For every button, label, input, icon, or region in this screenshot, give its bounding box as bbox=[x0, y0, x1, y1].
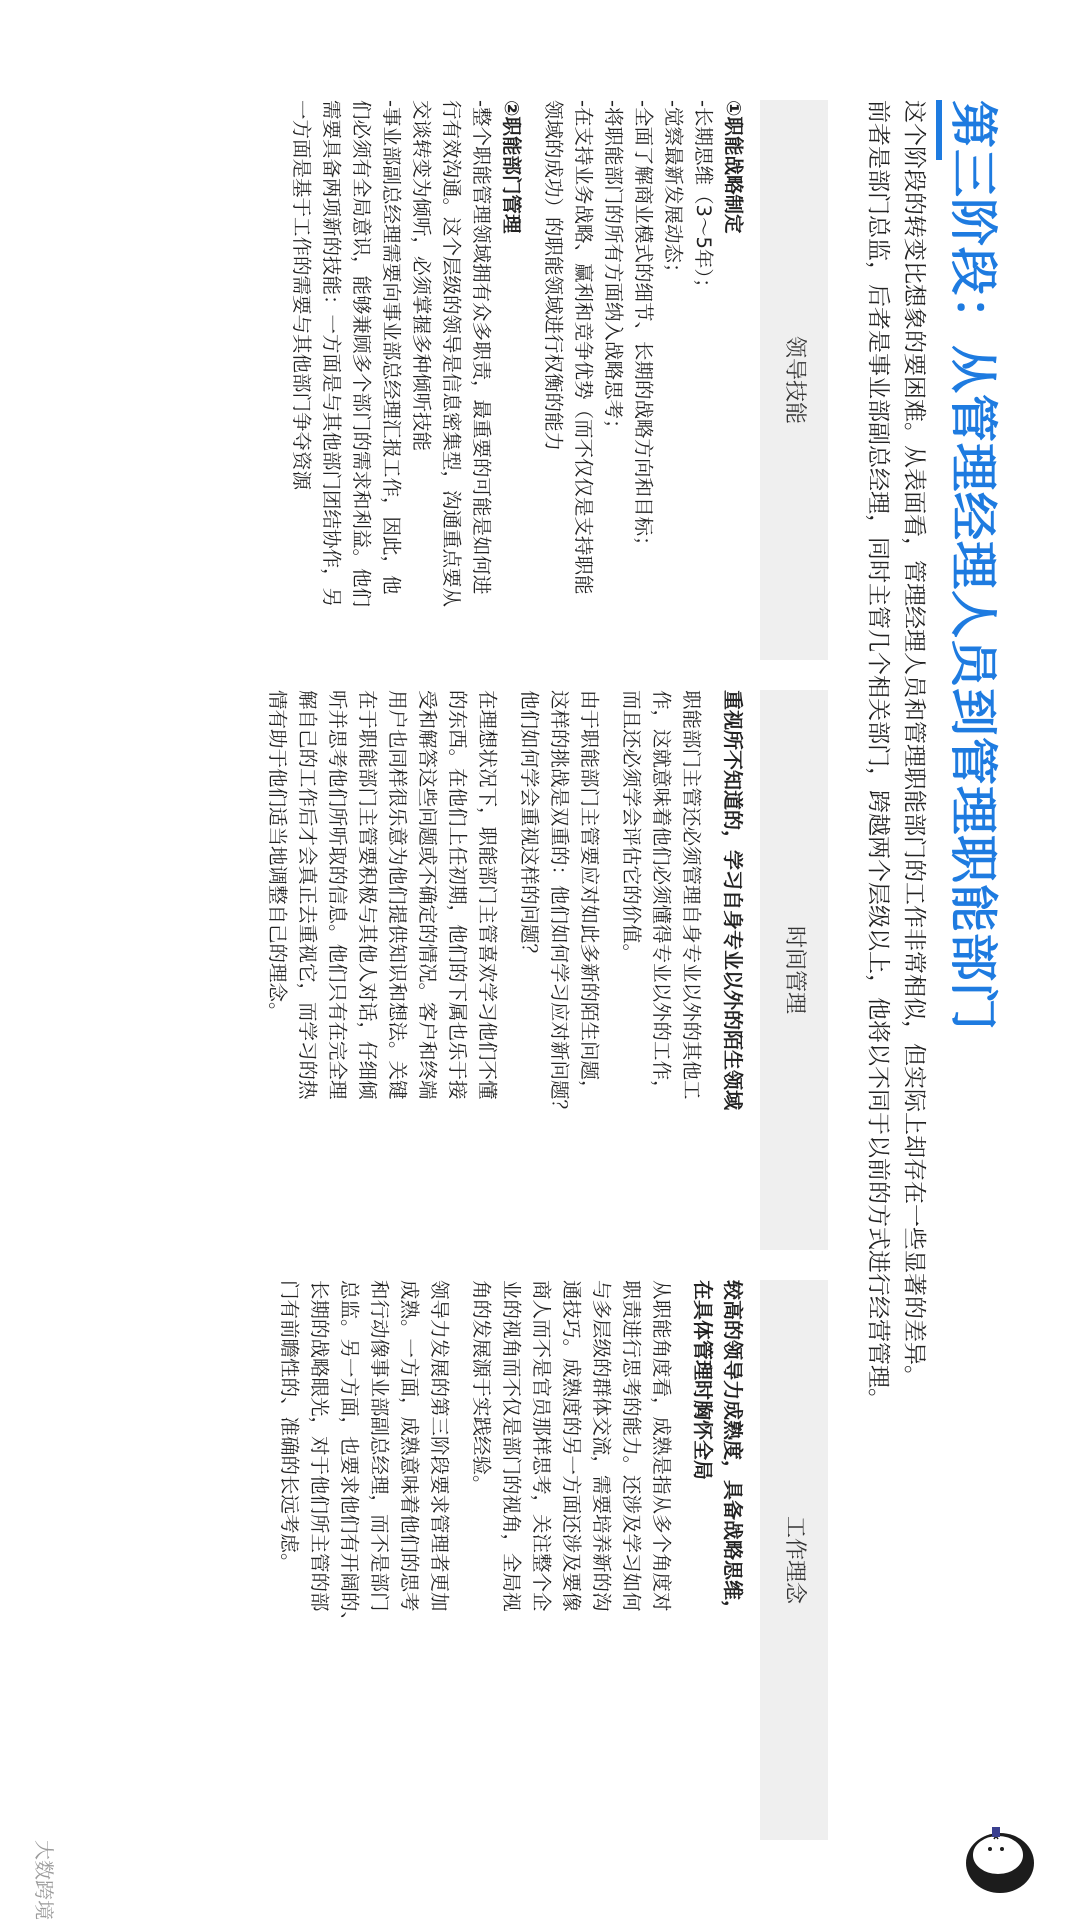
section-heading: ①职能战略制定 bbox=[722, 100, 745, 234]
paragraph bbox=[616, 690, 706, 1250]
text-line: 情有助于他们适当地调整自己的理念。 bbox=[266, 690, 289, 1022]
text-line: 受和解答这些问题或不确定的情况。客户和终端 bbox=[416, 690, 439, 1100]
text-line: 总监。另一方面，也要求他们有开阔的、 bbox=[338, 1280, 361, 1632]
bullet-line: -全面了解商业模式的细节、长期的战略方向和目标； bbox=[632, 100, 655, 556]
bullet-line: 行有效沟通。这个层级的领导是信息密集型，沟通重点要从 bbox=[440, 100, 463, 608]
paragraph bbox=[262, 690, 502, 1250]
bullet-line: -事业部副总经理需要向事业部总经理汇报工作，因此，他 bbox=[380, 100, 403, 595]
text-line: 听并思考他们所听取的信息。他们只有在完全理 bbox=[326, 690, 349, 1100]
bullet-line: -在支持业务战略、赢利和竞争优势（而不仅仅是支持职能 bbox=[572, 100, 595, 595]
text-line: 长期的战略眼光，对于他们所主管的部 bbox=[308, 1280, 331, 1612]
column-header: 领导技能 bbox=[760, 100, 828, 660]
watermark: 大数跨境 bbox=[32, 1840, 56, 1920]
column-body bbox=[262, 690, 748, 1250]
text-line: 和行动像事业部副总经理，而不是部门 bbox=[368, 1280, 391, 1612]
text-line: 而且还必须学会评估它的价值。 bbox=[620, 690, 643, 964]
text-line: 业的视角而不仅是部门的视角，全局视 bbox=[500, 1280, 523, 1612]
bullet-line: 交谈转变为倾听，必须掌握多种倾听技能 bbox=[410, 100, 433, 452]
text-line: 作，这就意味着他们必须懂得专业以外的工作， bbox=[650, 690, 673, 1100]
bullet-line: 们必须有全局意识，能够兼顾多个部门的需求和利益。他们 bbox=[350, 100, 373, 608]
text-line: 用户也同样很乐意为他们提供知识和想法。关键 bbox=[386, 690, 409, 1100]
text-line: 成熟。一方面，成熟意味着他们的思考 bbox=[398, 1280, 421, 1612]
text-line: 通技巧。成熟度的另一方面还涉及要像 bbox=[560, 1280, 583, 1612]
bullet-line: 领域的成功）的职能领域进行权衡的能力 bbox=[542, 100, 565, 452]
bullet-line: -将职能部门的所有方面纳入战略思考； bbox=[602, 100, 625, 439]
text-line: 他们如何学会重视这样的问题？ bbox=[518, 690, 541, 964]
column-leadership-skills bbox=[18, 100, 828, 660]
paragraph bbox=[274, 1280, 454, 1840]
intro-line: 前者是部门总监，后者是事业部副总经理，同时主管几个相关部门，跨越两个层级以上，他将以不同于以前的方式进行经营管理。 bbox=[865, 100, 891, 1411]
page-title: 第三阶段：从管理经理人员到管理职能部门 bbox=[945, 100, 1001, 1032]
text-line: 的东西。在他们上任初期，他们的下属也乐于接 bbox=[446, 690, 469, 1100]
bullet-line: 需要具备两项新的技能：一方面是与其他部门团结协作，另 bbox=[320, 100, 343, 608]
bullet-line: -觉察最新发展动态； bbox=[662, 100, 685, 283]
column-time-management bbox=[18, 690, 828, 1250]
text-line: 与多层级的群体交流，需要培养新的沟 bbox=[590, 1280, 613, 1612]
title-underline bbox=[936, 100, 942, 160]
text-line: 解自己的工作后才会真正去重视它，而学习的热 bbox=[296, 690, 319, 1100]
text-line: 职责进行思考的能力。还涉及学习如何 bbox=[620, 1280, 643, 1612]
text-line: 职能部门主管还必须管理自身专业以外的其他工 bbox=[680, 690, 703, 1100]
text-line: 门有前瞻性的、准确的长远考虑。 bbox=[278, 1280, 301, 1573]
text-line: 在理想状况下，职能部门主管喜欢学习他们不懂 bbox=[476, 690, 499, 1100]
column-heading: 较高的领导力成熟度，具备战略思维， bbox=[721, 1280, 745, 1620]
column-body bbox=[274, 1280, 748, 1840]
paragraph bbox=[466, 1280, 676, 1840]
text-line: 商人而不是官员那样思考，关注整个企 bbox=[530, 1280, 553, 1612]
column-header: 工作理念 bbox=[760, 1280, 828, 1840]
intro-text bbox=[860, 100, 932, 1840]
intro-line: 这个阶段的转变比想象的要困难。从表面看，管理经理人员和管理职能部门的工作非常相似，但实际上却存在一些显著的差异。 bbox=[901, 100, 927, 1388]
bullet-line: -长期思维（3～5年）； bbox=[692, 100, 715, 298]
column-work-values bbox=[18, 1280, 828, 1840]
text-line: 由于职能部门主管要应对如此多新的陌生问题， bbox=[578, 690, 601, 1100]
column-heading: 在具体管理时胸怀全局 bbox=[691, 1280, 715, 1480]
section-heading: ②职能部门管理 bbox=[500, 100, 523, 234]
column-heading: 重视所不知道的，学习自身专业以外的陌生领域 bbox=[721, 690, 745, 1110]
paragraph bbox=[514, 690, 604, 1250]
text-line: 这样的挑战是双重的：他们如何学习应对新问题？ bbox=[548, 690, 571, 1120]
text-line: 角的发展源于实践经验。 bbox=[470, 1280, 493, 1495]
comparison-table bbox=[18, 100, 828, 1840]
text-line: 在于职能部门主管要积极与其他人对话，仔细倾 bbox=[356, 690, 379, 1100]
bullet-line: 一方面是基于工作的需要与其他部门争夺资源 bbox=[290, 100, 313, 491]
column-body bbox=[286, 100, 748, 660]
column-header: 时间管理 bbox=[760, 690, 828, 1250]
text-line: 领导力发展的第三阶段要求管理者更加 bbox=[428, 1280, 451, 1612]
avatar-illustration bbox=[960, 1825, 1040, 1895]
text-line: 从职能角度看，成熟是指从多个角度对 bbox=[650, 1280, 673, 1612]
bullet-line: -整个职能管理领域拥有众多职责，最重要的可能是如何进 bbox=[470, 100, 493, 595]
